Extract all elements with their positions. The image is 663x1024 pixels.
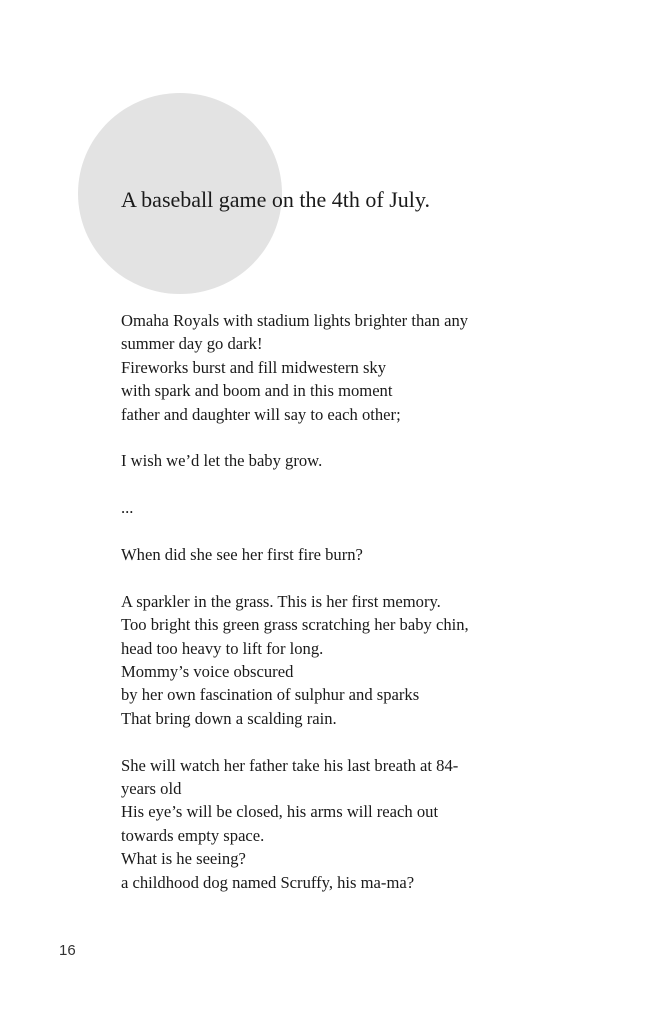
poem-body — [121, 309, 551, 894]
poem-line: a childhood dog named Scruffy, his ma-ma? — [121, 872, 415, 892]
poem-line: When did she see her first fire burn? — [121, 545, 363, 565]
poem-line: Fireworks burst and fill midwestern sky — [121, 357, 387, 377]
poem-line: towards empty space. — [121, 825, 265, 845]
ellipsis-line: ... — [121, 498, 134, 518]
stanza-break — [121, 566, 551, 589]
poem-line: by her own fascination of sulphur and sparks — [121, 685, 420, 705]
poem-line: years old — [121, 779, 182, 799]
poem-line: father and daughter will say to each other; — [121, 404, 401, 424]
poem-title: A baseball game on the 4th of July. — [121, 187, 430, 212]
poem-line: Mommy’s voice obscured — [121, 662, 294, 682]
poem-line: head too heavy to lift for long. — [121, 638, 324, 658]
page-number: 16 — [59, 942, 76, 959]
stanza-break — [121, 426, 551, 449]
poem-line: She will watch her father take his last breath at 84- — [121, 755, 459, 775]
stanza-break — [121, 473, 551, 496]
poem-line: What is he seeing? — [121, 849, 246, 869]
stanza-break — [121, 520, 551, 543]
poem-line: summer day go dark! — [121, 334, 263, 354]
poem-line: with spark and boom and in this moment — [121, 381, 393, 401]
poem-line: Omaha Royals with stadium lights brighter than any — [121, 311, 469, 330]
poem-line: A sparkler in the grass. This is her first memory. — [121, 591, 441, 611]
poem-line: I wish we’d let the baby grow. — [121, 451, 323, 471]
poem-line: Too bright this green grass scratching her baby chin, — [121, 615, 469, 635]
stanza-break — [121, 730, 551, 753]
poem-line: That bring down a scalding rain. — [121, 708, 337, 728]
poem-line: His eye’s will be closed, his arms will reach out — [121, 802, 439, 822]
